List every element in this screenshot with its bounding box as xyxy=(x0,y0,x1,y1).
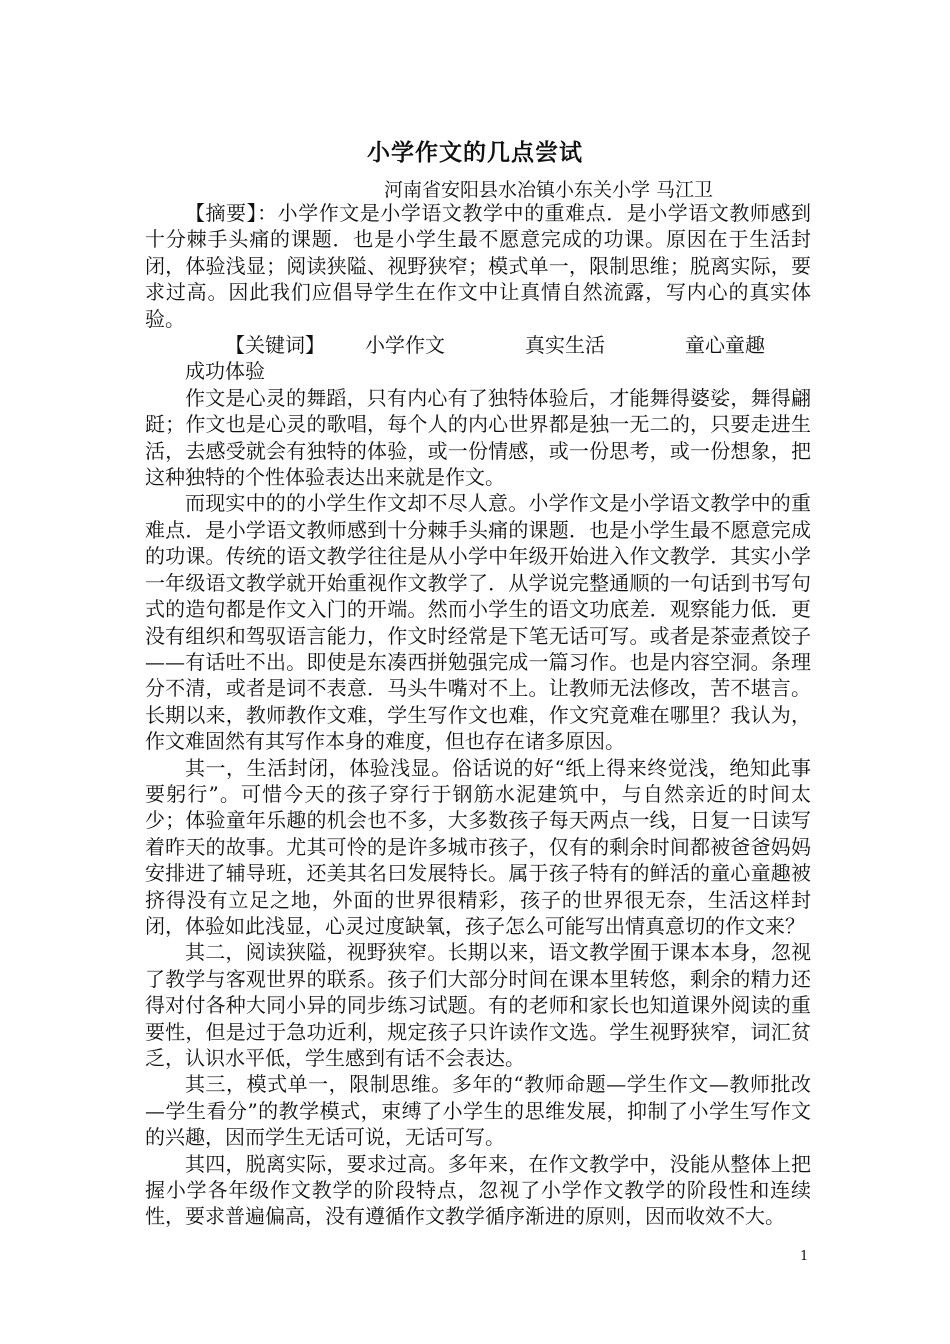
body-paragraph: 其四，脱离实际，要求过高。多年来，在作文教学中，没能从整体上把握小学各年级作文教学的阶段特点，忽视了小学作文教学的阶段性和连续性，要求普遍偏高，没有遵循作文教学循序渐进的原则，因而收效不大。 xyxy=(145,1151,811,1229)
keyword: 小学作文 xyxy=(365,333,445,358)
document-title: 小学作文的几点尝试 xyxy=(367,139,583,166)
keywords-label: 【关键词】 xyxy=(225,333,325,358)
body-paragraph: 而现实中的的小学生作文却不尽人意。小学作文是小学语文教学中的重难点．是小学语文教师感到十分棘手头痛的课题．也是小学生最不愿意完成的功课。传统的语文教学往往是从小学中年级开始进入作文教学．其实小学一年级语文教学就开始重视作文教学了．从学说完整通顺的一句话到书写句式的造句都是作文入门的开端。然而小学生的语文功底差．观察能力低．更没有组织和驾驭语言能力，作文时经常是下笔无话可写。或者是茶壶煮饺子——有话吐不出。即使是东凑西拼勉强完成一篇习作。也是内容空洞。条理分不清，或者是词不表意．马头牛嘴对不上。让教师无法修改，苦不堪言。长期以来，教师教作文难，学生写作文也难，作文究竟难在哪里？我认为，作文难固然有其写作本身的难度，但也存在诸多原因。 xyxy=(145,491,811,754)
keyword: 真实生活 xyxy=(525,333,605,358)
abstract-paragraph: 【摘要】：小学作文是小学语文教学中的重难点．是小学语文教师感到十分棘手头痛的课题．也是小学生最不愿意完成的功课。原因在于生活封闭，体验浅显；阅读狭隘、视野狭窄；模式单一，限制思维；脱离实际，要求过高。因此我们应倡导学生在作文中让真情自然流露，写内心的真实体验。 xyxy=(145,201,811,331)
keywords-line xyxy=(145,332,811,385)
keyword: 成功体验 xyxy=(185,359,265,384)
body-paragraph: 其三，模式单一，限制思维。多年的“教师命题—学生作文—教师批改—学生看分”的教学模式，束缚了小学生的思维发展，抑制了小学生写作文的兴趣，因而学生无话可说，无话可写。 xyxy=(145,1072,811,1150)
author-line: 河南省安阳县水冶镇小东关小学 马江卫 xyxy=(384,179,714,201)
body-paragraph: 其二，阅读狭隘，视野狭窄。长期以来，语文教学囿于课本本身，忽视了教学与客观世界的联系。孩子们大部分时间在课本里转悠，剩余的精力还得对付各种大同小异的同步练习试题。有的老师和家长也知道课外阅读的重要性，但是过于急功近利，规定孩子只许读作文选。学生视野狭窄，词汇贫乏，认识水平低，学生感到有话不会表达。 xyxy=(145,940,811,1070)
body-paragraph: 其一，生活封闭，体验浅显。俗话说的好“纸上得来终觉浅，绝知此事要躬行”。可惜今天的孩子穿行于钢筋水泥建筑中，与自然亲近的时间太少；体验童年乐趣的机会也不多，大多数孩子每天两点一线，日复一日读写着昨天的故事。尤其可怜的是许多城市孩子，仅有的剩余时间都被爸爸妈妈安排进了辅导班，还美其名曰发展特长。属于孩子特有的鲜活的童心童趣被挤得没有立足之地，外面的世界很精彩，孩子的世界很无奈，生活这样封闭，体验如此浅显，心灵过度缺氧，孩子怎么可能写出情真意切的作文来？ xyxy=(145,755,811,938)
page-number: 1 xyxy=(800,1249,809,1264)
body-paragraph: 作文是心灵的舞蹈，只有内心有了独特体验后，才能舞得婆娑，舞得翩跹；作文也是心灵的歌唱，每个人的内心世界都是独一无二的，只要走进生活，去感受就会有独特的体验，或一份情感，或一份思考，或一份想象，把这种独特的个性体验表达出来就是作文。 xyxy=(145,385,811,490)
keyword: 童心童趣 xyxy=(685,333,765,358)
document-body xyxy=(145,200,811,1230)
